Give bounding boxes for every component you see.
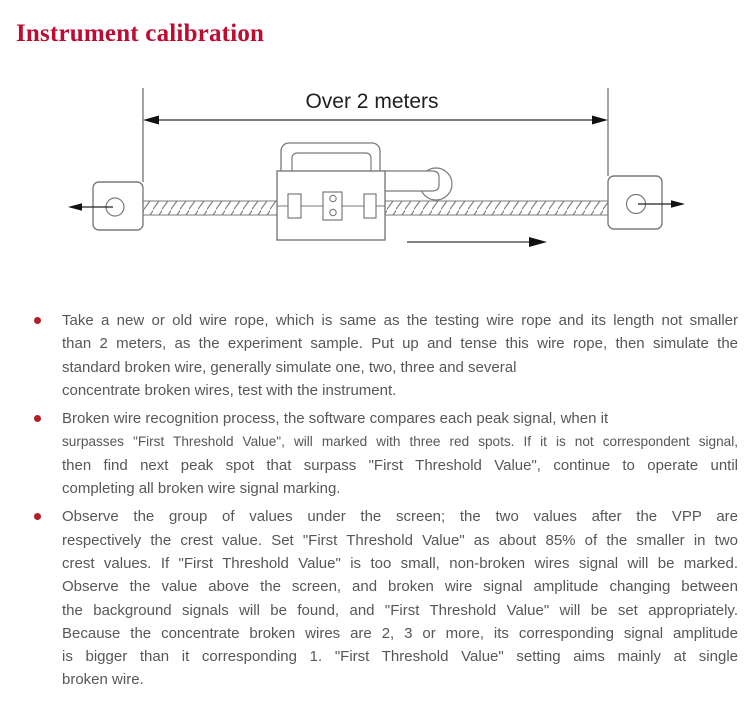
bullet-dot-icon [34,415,41,422]
list-item [30,309,740,402]
text-line: the background signals will be found, and "First Threshold Value" will be set appropriately. [62,601,738,619]
bullet-text [62,407,738,500]
text-line: respectively the crest value. Set "First Threshold Value" as about 85% of the smaller in two [62,531,738,549]
text-line: Take a new or old wire rope, which is same as the testing wire rope and its length not smaller [62,312,738,329]
text-line: concentrate broken wires, test with the instrument. [62,381,397,399]
text-line: surpasses "First Threshold Value", will marked with three red spots. If it is not correspondent signal, [62,434,738,450]
text-line: standard broken wire, generally simulate one, two, three and several [62,358,517,376]
device-left-clamp [288,194,301,218]
bullet-text [62,505,738,691]
bullet-dot-icon [34,513,41,520]
text-line: Because the concentrate broken wires are 2, 3 or more, its corresponding signal amplitude [62,624,738,642]
page-title: Instrument calibration [16,20,265,47]
text-line: Observe the group of values under the screen; the two values after the VPP are [62,508,738,526]
text-line: crest values. If "First Threshold Value" is too small, non-broken wires signal will be marked. [62,554,738,572]
right-tension-arrowhead-icon [671,200,685,208]
text-line: than 2 meters, as the experiment sample. Put up and tense this wire rope, then simulate the [62,335,738,353]
left-tension-arrowhead-icon [68,203,82,211]
device-right-clamp [364,194,376,218]
dimension-arrowhead-left-icon [143,116,159,125]
text-line: then find next peak spot that surpass "First Threshold Value", continue to operate until [62,456,738,474]
text-line: Broken wire recognition process, the software compares each peak signal, when it [62,410,609,428]
list-item [30,407,740,500]
movement-arrowhead-icon [529,237,547,247]
dimension-arrowhead-right-icon [592,116,608,125]
sensor-plate-top-hole-icon [330,195,336,201]
text-line: Observe the value above the screen, and broken wire signal amplitude changing between [62,578,738,596]
text-line: broken wire. [62,671,144,689]
instruction-list [30,309,740,692]
device-arm [383,171,439,191]
bullet-dot-icon [34,317,41,324]
diagram-label: Over 2 meters [305,90,439,113]
sensor-plate-bottom-hole-icon [330,209,336,215]
wire-rope-test-diagram [0,0,750,300]
list-item [30,505,740,691]
bullet-text [62,309,738,402]
text-line: completing all broken wire signal marking. [62,480,341,498]
text-line: is bigger than it corresponding 1. "First Threshold Value" setting aims mainly at single [62,648,738,666]
